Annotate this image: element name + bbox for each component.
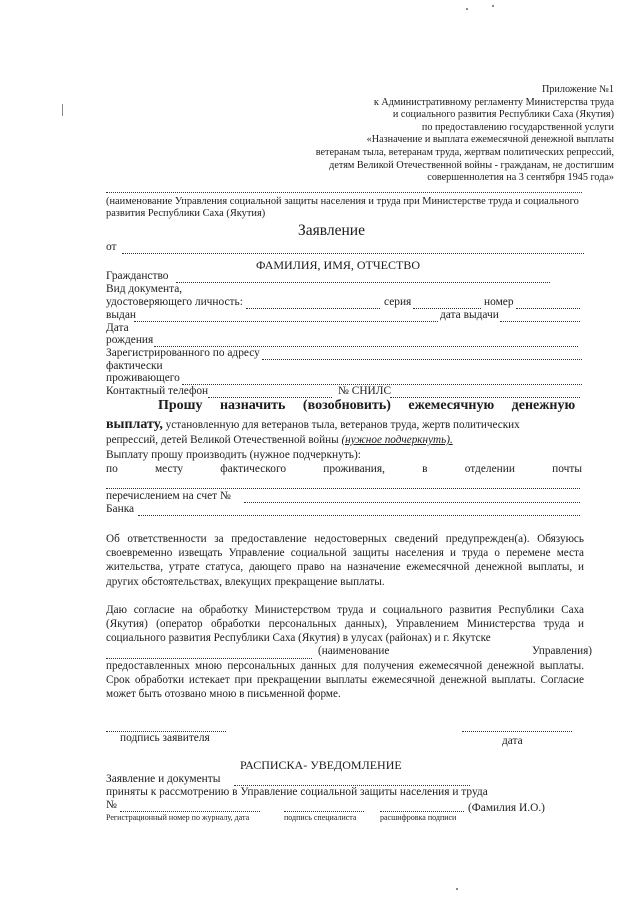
word: отделении: [464, 463, 515, 475]
appendix-header: [284, 84, 614, 185]
issued-field[interactable]: [134, 321, 438, 322]
word: почты: [552, 463, 582, 475]
request-bold-word: выплату,: [106, 417, 163, 432]
consent-paragraph-2: предоставленных мною персональных данных для получения ежемесячной денежной выплаты. Срок обработки истекает при прекращении выплаты ежемесячной денежной выплаты. Согласие может быть отозвано мною в письменной форме.: [106, 660, 584, 701]
consent-paragraph-1: Даю согласие на обработку Министерством труда и социального развития Республики Саха (Якутия) (оператор обработки персональных данных), Управлением Министерства труда и социального развития Республики Саха (Якутия) в улусах (районах) и г. Якутске: [106, 604, 584, 645]
caption-decode: расшифровка подписи: [380, 813, 457, 822]
word: фактического: [220, 463, 287, 475]
word: в: [422, 463, 428, 475]
actual-label-2: проживающего: [106, 372, 180, 384]
issue-date-field[interactable]: [500, 321, 580, 322]
registered-label: Зарегистрированного по адресу: [106, 347, 260, 359]
request-text-1: установленную для ветеранов тыла, ветеранов труда, жертв политических: [162, 419, 520, 431]
snils-label: № СНИЛС: [338, 385, 392, 397]
underline-note: (нужное подчеркнуть).: [341, 434, 453, 446]
specialist-sign-field[interactable]: [284, 811, 364, 812]
issue-date-label: дата выдачи: [440, 309, 499, 321]
responsibility-paragraph: Об ответственности за предоставление недостоверных сведений предупрежден(а). Обязуюсь своевременно извещать Управление социальной защиты населения и труда о перемене места жительства, утрате статуса, дающего право на назначение ежемесячной денежной выплаты, и других обстоятельствах, влекущих прекращение выплаты.: [106, 533, 584, 588]
signature-decode-field[interactable]: [380, 811, 464, 812]
date-field[interactable]: [462, 731, 572, 732]
series-label: серия: [384, 296, 412, 308]
request-line-2: [106, 434, 453, 446]
caption-specialist-sign: подпись специалиста: [284, 813, 357, 822]
scan-mark: [492, 5, 494, 7]
birth-label-2: рождения: [106, 334, 154, 346]
payout-label: Выплату прошу производить (нужное подчеркнуть):: [106, 449, 361, 461]
account-number-field[interactable]: [244, 502, 580, 503]
word: по: [106, 463, 118, 475]
birth-label: Дата: [106, 322, 129, 334]
request-lead: [158, 398, 584, 414]
word: месту: [154, 463, 184, 475]
citizenship-label: Гражданство: [106, 270, 169, 282]
fio-caption: ФАМИЛИЯ, ИМЯ, ОТЧЕСТВО: [256, 258, 421, 272]
number-label: номер: [484, 296, 514, 308]
appendix-line: по предоставлению государственной услуги: [421, 121, 614, 133]
receipt-line-2: приняты к рассмотрению в Управление социальной защиты населения и труда: [106, 786, 488, 798]
actual-label: фактически: [106, 360, 163, 372]
bank-field[interactable]: [138, 515, 580, 516]
appendix-line: к Административному регламенту Министерства труда: [373, 96, 614, 108]
request-text-2: репрессий, детей Великой Отечественной войны: [106, 434, 339, 446]
appendix-line: совершеннолетия на 3 сентября 1945 года»: [427, 172, 614, 184]
org-caption: (наименование Управления социальной защиты населения и труда при Министерстве труда и социального развития Республики Саха (Якутия): [106, 196, 579, 219]
appendix-line: «Назначение и выплата ежемесячной денежной выплаты: [366, 134, 614, 146]
from-label: от: [106, 241, 117, 253]
doc-type-field[interactable]: [246, 308, 380, 309]
bank-label: Банка: [106, 503, 135, 515]
payout-option-post[interactable]: [106, 463, 582, 475]
consent-naim: (наименование: [318, 645, 390, 657]
consent-upr: Управления): [532, 645, 593, 657]
appendix-line: детям Великой Отечественной войны - гражданам, не достигшим: [329, 159, 614, 171]
appendix-line: ветеранам тыла, ветеранам труда, жертвам политических репрессий,: [315, 146, 614, 158]
post-office-field[interactable]: [106, 488, 580, 489]
applicant-name-field[interactable]: [122, 253, 584, 254]
signature-label: подпись заявителя: [120, 732, 210, 744]
caption-reg-number: Регистрационный номер по журналу, дата: [106, 813, 250, 822]
reg-number-field[interactable]: [120, 811, 260, 812]
account-label: перечислением на счет №: [106, 490, 231, 502]
receipt-no-label: №: [106, 799, 117, 811]
request-line-1: [106, 417, 520, 433]
doc-type-label-2: удостоверяющего личность:: [106, 296, 243, 308]
request-lead-text: Прошу назначить (возобновить) ежемесячную денежную: [158, 398, 576, 413]
date-label: дата: [502, 735, 523, 747]
receipt-line-1: Заявление и документы: [106, 773, 221, 785]
page-title: Заявление: [298, 222, 365, 239]
phone-label: Контактный телефон: [106, 385, 209, 397]
org-name-line[interactable]: [106, 192, 582, 193]
receipt-title: РАСПИСКА- УВЕДОМЛЕНИЕ: [240, 758, 402, 772]
receipt-fio: (Фамилия И.О.): [468, 802, 545, 814]
number-field[interactable]: [516, 308, 580, 309]
doc-type-label: Вид документа,: [106, 283, 183, 295]
scan-mark: [466, 8, 468, 10]
appendix-line: Приложение №1: [541, 84, 614, 95]
appendix-line: и социального развития Республики Саха (Якутия): [392, 109, 614, 121]
word: проживания,: [323, 463, 385, 475]
citizenship-field[interactable]: [176, 282, 550, 283]
scan-mark: [456, 888, 458, 890]
issued-label: выдан: [106, 309, 136, 321]
scan-mark: [62, 104, 63, 116]
registered-address-field[interactable]: [262, 359, 582, 360]
